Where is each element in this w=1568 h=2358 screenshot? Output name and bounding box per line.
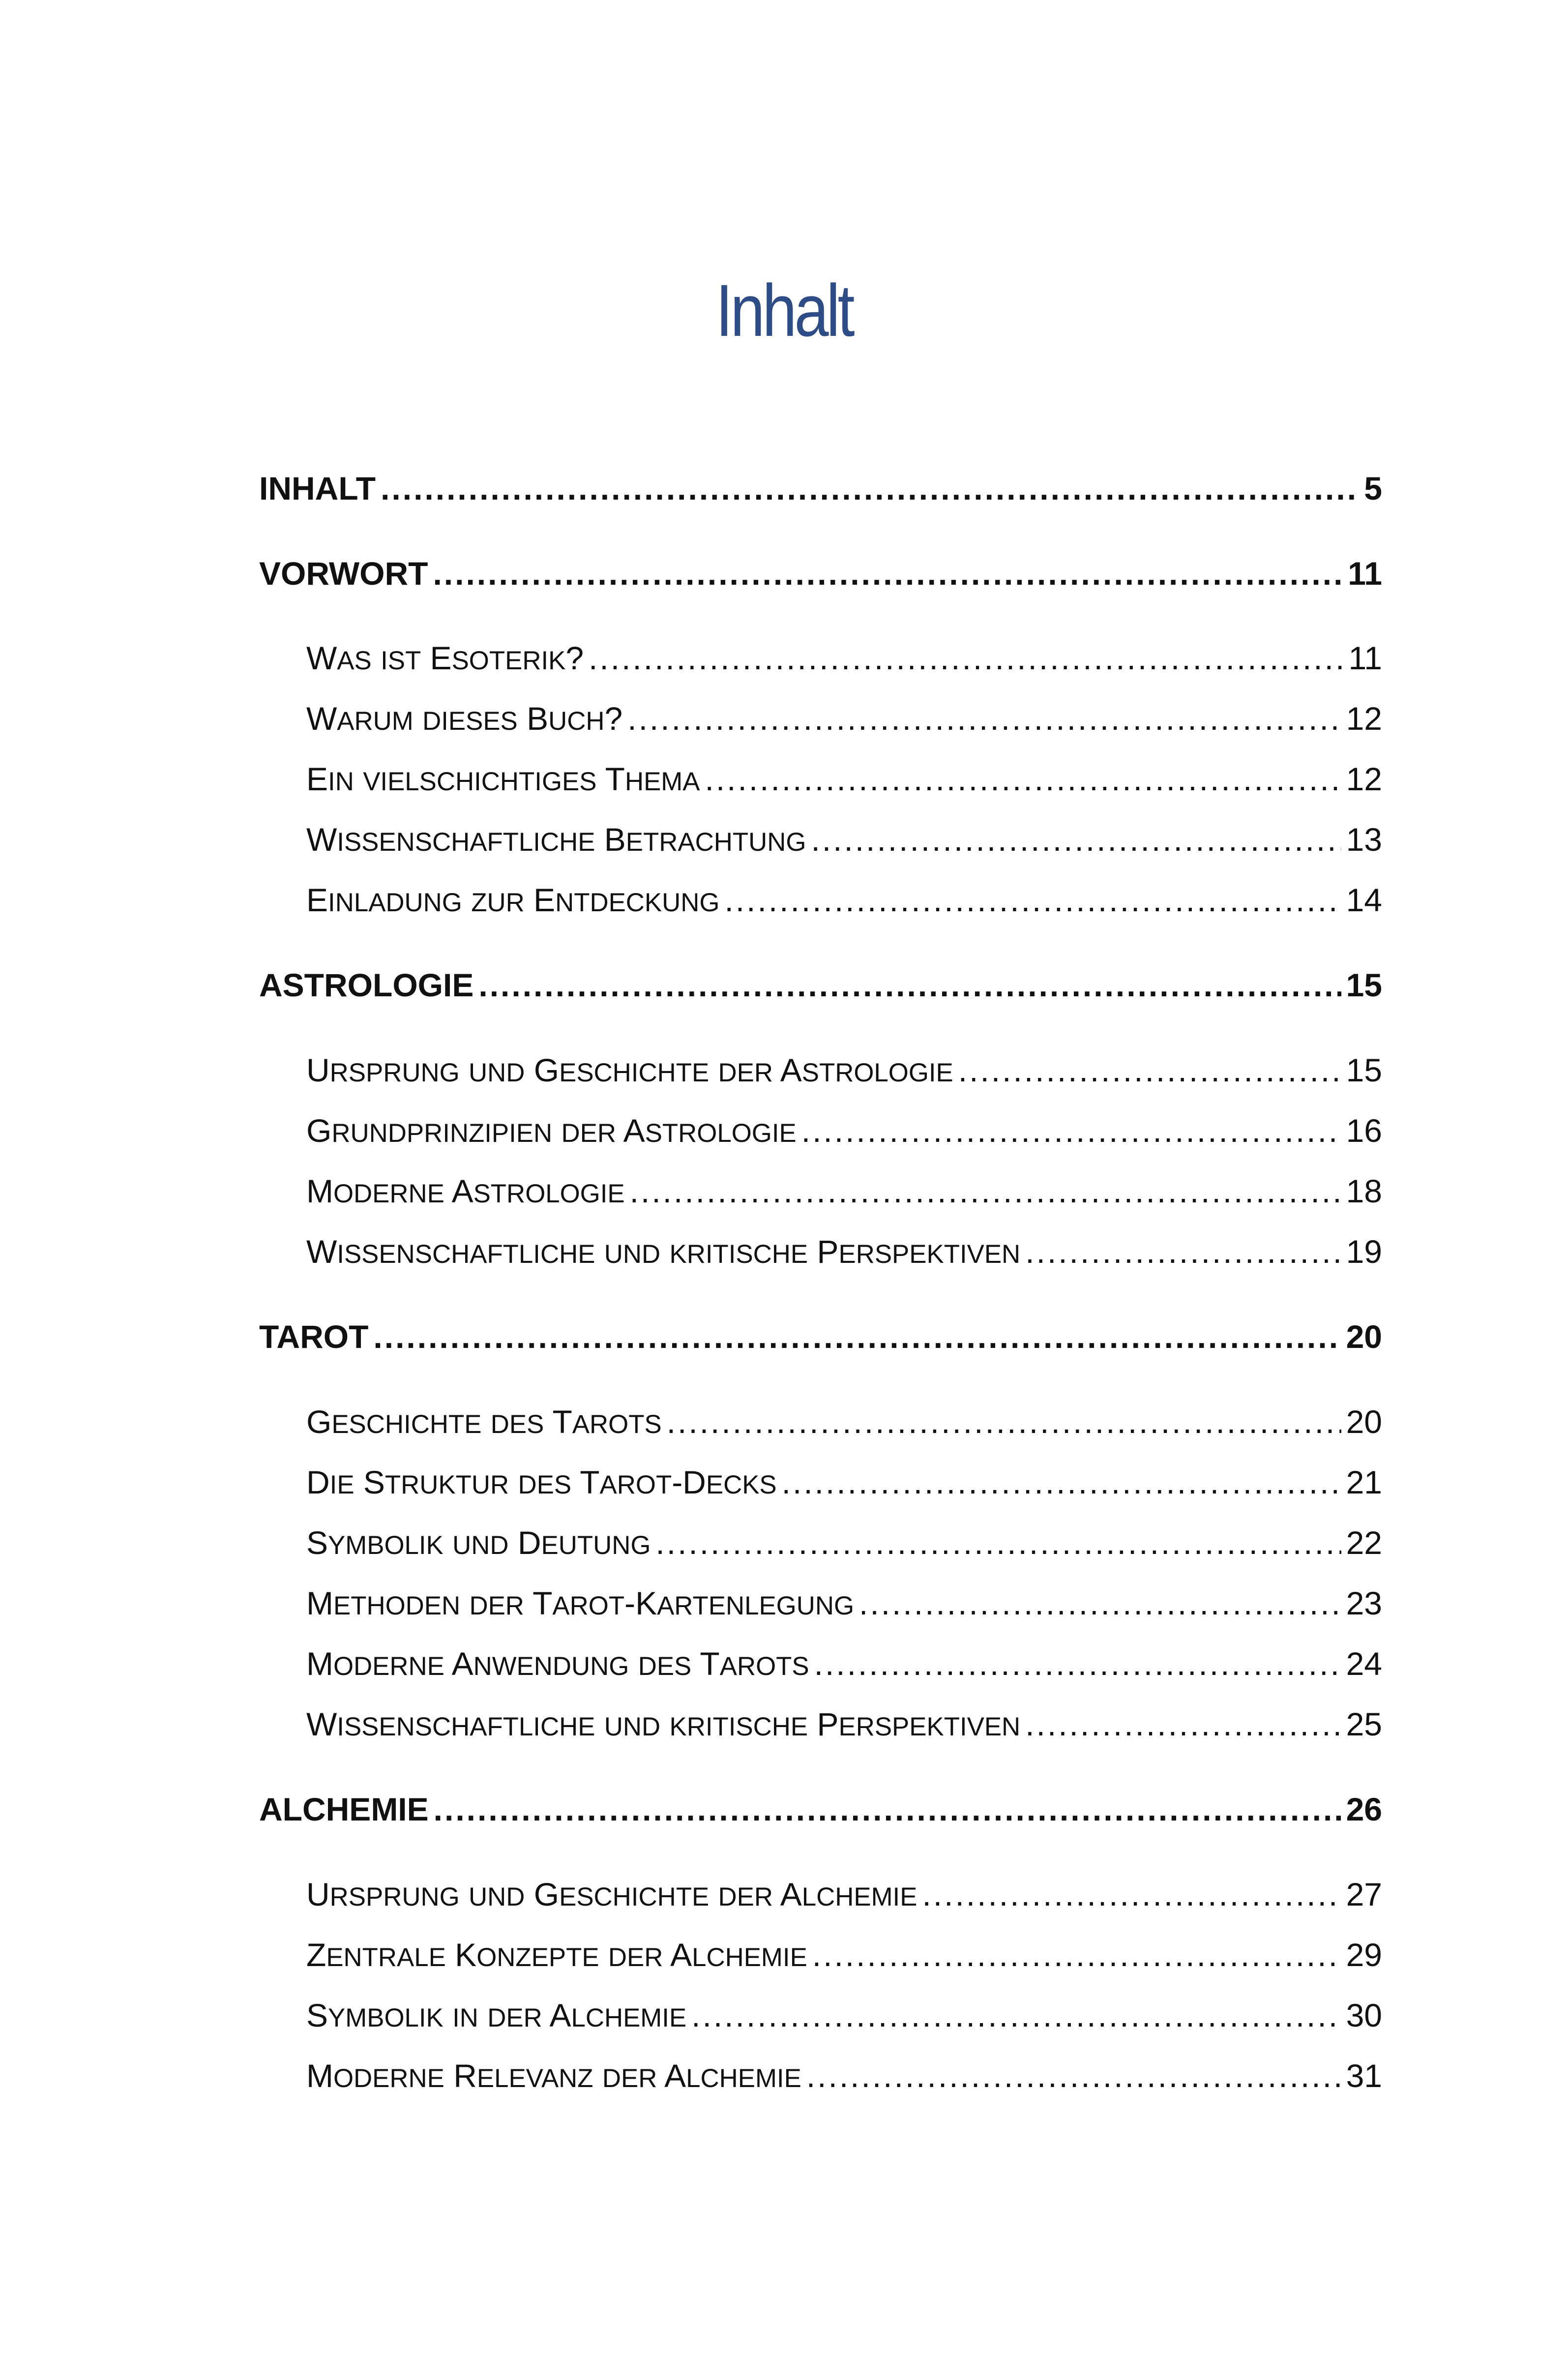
toc-dot-leader — [811, 823, 1341, 856]
toc-entry-label: SYMBOLIK IN DER ALCHEMIE — [306, 1997, 687, 2033]
toc-dot-leader — [724, 884, 1341, 916]
toc-dot-leader — [627, 702, 1341, 735]
toc-section-entry[interactable] — [306, 763, 1382, 795]
toc-chapter-entry[interactable] — [259, 557, 1382, 590]
toc-dot-leader — [812, 1939, 1341, 1971]
toc-page-number: 12 — [1346, 761, 1382, 797]
toc-dot-leader — [630, 1175, 1341, 1207]
toc-section-entry[interactable] — [306, 1054, 1382, 1086]
toc-entry-label: URSPRUNG UND GESCHICHTE DER ALCHEMIE — [306, 1876, 917, 1912]
toc-entry-label: GESCHICHTE DES TAROTS — [306, 1403, 662, 1440]
toc-entry-label: EINLADUNG ZUR ENTDECKUNG — [306, 882, 720, 918]
toc-page-number: 12 — [1346, 700, 1382, 737]
toc-page-number: 11 — [1348, 555, 1382, 592]
toc-dot-leader — [922, 1878, 1341, 1910]
toc-page-number: 21 — [1346, 1464, 1382, 1500]
toc-dot-leader — [373, 1320, 1341, 1353]
toc-dot-leader — [434, 1793, 1341, 1825]
toc-entry-label: EIN VIELSCHICHTIGES THEMA — [306, 761, 700, 797]
toc-chapter-entry[interactable] — [259, 1320, 1382, 1353]
toc-page-number: 29 — [1346, 1937, 1382, 1973]
toc-chapter-entry[interactable] — [259, 1793, 1382, 1825]
toc-section-entry[interactable] — [306, 2060, 1382, 2092]
toc-page-number: 30 — [1346, 1997, 1382, 2033]
toc-chapter-entry[interactable] — [259, 472, 1382, 505]
toc-page-number: 5 — [1364, 470, 1382, 507]
toc-section-entry[interactable] — [306, 884, 1382, 916]
toc-page-number: 18 — [1346, 1173, 1382, 1209]
toc-section-entry[interactable] — [306, 1878, 1382, 1910]
toc-section-entry[interactable] — [306, 1526, 1382, 1559]
toc-section-entry[interactable] — [306, 1235, 1382, 1268]
toc-section-entry[interactable] — [306, 1114, 1382, 1147]
toc-dot-leader — [655, 1526, 1341, 1559]
toc-entry-label: INHALT — [259, 470, 376, 507]
toc-entry-label: WAS IST ESOTERIK? — [306, 640, 584, 676]
toc-dot-leader — [806, 2060, 1341, 2092]
toc-dot-leader — [381, 472, 1359, 505]
toc-page-number: 11 — [1348, 640, 1382, 676]
toc-section-entry[interactable] — [306, 1708, 1382, 1740]
toc-chapter-entry[interactable] — [259, 969, 1382, 1001]
toc-page-number: 13 — [1346, 821, 1382, 858]
toc-entry-label: SYMBOLIK UND DEUTUNG — [306, 1524, 651, 1561]
toc-entry-label: MODERNE ANWENDUNG DES TAROTS — [306, 1645, 809, 1682]
page-title: Inhalt — [715, 269, 853, 352]
toc-entry-label: ALCHEMIE — [259, 1791, 429, 1827]
toc-entry-label: VORWORT — [259, 555, 428, 592]
toc-entry-label: MODERNE ASTROLOGIE — [306, 1173, 625, 1209]
toc-dot-leader — [667, 1405, 1341, 1438]
toc-entry-label: DIE STRUKTUR DES TAROT-DECKS — [306, 1464, 777, 1500]
toc-dot-leader — [478, 969, 1341, 1001]
toc-entry-label: ZENTRALE KONZEPTE DER ALCHEMIE — [306, 1937, 807, 1973]
toc-entry-label: WARUM DIESES BUCH? — [306, 700, 623, 737]
toc-section-entry[interactable] — [306, 642, 1382, 674]
toc-section-entry[interactable] — [306, 823, 1382, 856]
toc-dot-leader — [1025, 1235, 1341, 1268]
toc-page-number: 23 — [1346, 1585, 1382, 1621]
toc-section-entry[interactable] — [306, 1175, 1382, 1207]
toc-entry-label: ASTROLOGIE — [259, 967, 474, 1003]
toc-section-entry[interactable] — [306, 1939, 1382, 1971]
toc-dot-leader — [859, 1587, 1341, 1619]
toc-entry-label: GRUNDPRINZIPIEN DER ASTROLOGIE — [306, 1112, 797, 1149]
toc-page-number: 15 — [1346, 1052, 1382, 1088]
toc-dot-leader — [691, 1999, 1341, 2031]
toc-page-number: 20 — [1346, 1403, 1382, 1440]
toc-section-entry[interactable] — [306, 1405, 1382, 1438]
toc-dot-leader — [801, 1114, 1341, 1147]
toc-entry-label: TAROT — [259, 1318, 369, 1355]
toc-dot-leader — [814, 1647, 1341, 1680]
toc-page-number: 15 — [1346, 967, 1382, 1003]
toc-section-entry[interactable] — [306, 1647, 1382, 1680]
toc-dot-leader — [589, 642, 1343, 674]
toc-dot-leader — [705, 763, 1341, 795]
toc-entry-label: WISSENSCHAFTLICHE UND KRITISCHE PERSPEKTIVEN — [306, 1233, 1021, 1270]
toc-page-number: 16 — [1346, 1112, 1382, 1149]
toc-section-entry[interactable] — [306, 702, 1382, 735]
toc-section-entry[interactable] — [306, 1999, 1382, 2031]
toc-entry-label: WISSENSCHAFTLICHE BETRACHTUNG — [306, 821, 806, 858]
toc-page-number: 20 — [1346, 1318, 1382, 1355]
toc-page-number: 22 — [1346, 1524, 1382, 1561]
toc-section-entry[interactable] — [306, 1466, 1382, 1498]
toc-page-number: 31 — [1346, 2058, 1382, 2094]
toc-page-number: 19 — [1346, 1233, 1382, 1270]
toc-entry-label: URSPRUNG UND GESCHICHTE DER ASTROLOGIE — [306, 1052, 953, 1088]
toc-page-number: 14 — [1346, 882, 1382, 918]
toc-dot-leader — [782, 1466, 1341, 1498]
toc-page-number: 26 — [1346, 1791, 1382, 1827]
toc-dot-leader — [433, 557, 1343, 590]
toc-page-number: 24 — [1346, 1645, 1382, 1682]
toc-section-entry[interactable] — [306, 1587, 1382, 1619]
toc-dot-leader — [958, 1054, 1341, 1086]
toc-page-number: 27 — [1346, 1876, 1382, 1912]
toc-dot-leader — [1025, 1708, 1341, 1740]
toc-entry-label: MODERNE RELEVANZ DER ALCHEMIE — [306, 2058, 801, 2094]
toc-entry-label: METHODEN DER TAROT-KARTENLEGUNG — [306, 1585, 855, 1621]
toc-entry-label: WISSENSCHAFTLICHE UND KRITISCHE PERSPEKTIVEN — [306, 1706, 1021, 1742]
toc-page-number: 25 — [1346, 1706, 1382, 1742]
